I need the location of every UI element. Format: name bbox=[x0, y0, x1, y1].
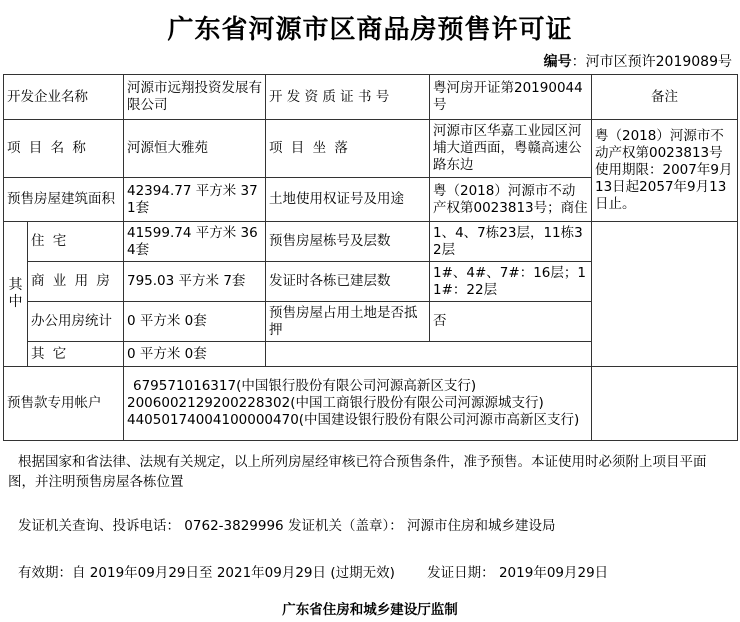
of-which-label: 其中 bbox=[4, 222, 28, 367]
qualification-value: 粤河房开证第20190044号 bbox=[430, 75, 592, 120]
buildings-floors-label: 预售房屋栋号及层数 bbox=[266, 222, 430, 262]
blank-cell bbox=[266, 342, 592, 367]
issue-date-label: 发证日期： bbox=[427, 565, 495, 581]
developer-label: 开发企业名称 bbox=[4, 75, 124, 120]
account-3: 44050174004100000470(中国建设银行股份有限公司河源市高新区支行) bbox=[127, 412, 580, 428]
phone-label: 发证机关查询、投诉电话： bbox=[18, 518, 180, 534]
validity-end: 2021年09月29日 bbox=[216, 565, 327, 581]
built-floors-label: 发证时各栋已建层数 bbox=[266, 262, 430, 302]
issuer-name: 河源市住房和城乡建设局 bbox=[407, 518, 556, 534]
presale-area-label: 预售房屋建筑面积 bbox=[4, 178, 124, 222]
mortgage-label: 预售房屋占用土地是否抵押 bbox=[266, 302, 430, 342]
project-location-label: 项 目 坐 落 bbox=[266, 120, 430, 178]
residential-value: 41599.74 平方米 364套 bbox=[124, 222, 266, 262]
remarks-label: 备注 bbox=[592, 75, 738, 120]
account-label: 预售款专用帐户 bbox=[4, 367, 124, 441]
account-blank bbox=[592, 367, 738, 441]
certificate-number: 编号：河市区预许2019089号 bbox=[543, 54, 732, 70]
account-1: 679571016317(中国银行股份有限公司河源高新区支行) bbox=[133, 378, 477, 394]
buildings-floors-value: 1、4、7栋23层，11栋32层 bbox=[430, 222, 592, 262]
table-row bbox=[4, 120, 738, 178]
footer-supervisor: 广东省住房和城乡建设厅监制 bbox=[282, 602, 458, 618]
other-value: 0 平方米 0套 bbox=[124, 342, 266, 367]
remarks-blank bbox=[592, 222, 738, 367]
office-label: 办公用房统计 bbox=[28, 302, 124, 342]
residential-label: 住 宅 bbox=[28, 222, 124, 262]
developer-value: 河源市远翔投资发展有限公司 bbox=[124, 75, 266, 120]
remarks-value: 粤（2018）河源市不动产权第0023813号使用期限：2007年9月13日起2057年9月13日止。 bbox=[592, 120, 738, 222]
certificate-number-value: 河市区预许2019089号 bbox=[585, 54, 732, 70]
commercial-label: 商 业 用 房 bbox=[28, 262, 124, 302]
page-title: 广东省河源市区商品房预售许可证 bbox=[167, 15, 573, 45]
validity-label: 有效期：自 bbox=[18, 565, 86, 581]
commercial-value: 795.03 平方米 7套 bbox=[124, 262, 266, 302]
project-name-label: 项 目 名 称 bbox=[4, 120, 124, 178]
notice-text: 根据国家和省法律、法规有关规定，以上所列房屋经审核已符合预售条件，准予预售。本证使用时必须附上项目平面图，并注明预售房屋各栋位置 bbox=[8, 454, 707, 490]
account-2: 2006002129200228302(中国工商银行股份有限公司河源源城支行) bbox=[127, 395, 544, 411]
land-use-label: 土地使用权证号及用途 bbox=[266, 178, 430, 222]
project-location-value: 河源市区华嘉工业园区河埔大道西面，粤赣高速公路东边 bbox=[430, 120, 592, 178]
issuer-label: 发证机关（盖章）： bbox=[287, 518, 403, 534]
certificate-number-label: 编号 bbox=[543, 54, 572, 70]
table-row bbox=[4, 367, 738, 441]
project-name-value: 河源恒大雅苑 bbox=[124, 120, 266, 178]
validity-start: 2019年09月29日 bbox=[89, 565, 200, 581]
issue-date-value: 2019年09月29日 bbox=[498, 565, 609, 581]
mortgage-value: 否 bbox=[430, 302, 592, 342]
validity-line bbox=[8, 563, 740, 583]
built-floors-value: 1#、4#、7#：16层；11#：22层 bbox=[430, 262, 592, 302]
presale-area-value: 42394.77 平方米 371套 bbox=[124, 178, 266, 222]
phone-number: 0762-3829996 bbox=[184, 518, 284, 534]
license-table bbox=[3, 74, 738, 441]
other-label: 其 它 bbox=[28, 342, 124, 367]
validity-to: 至 bbox=[199, 565, 213, 581]
qualification-label: 开 发 资 质 证 书 号 bbox=[266, 75, 430, 120]
contact-line bbox=[8, 516, 740, 536]
table-row bbox=[4, 222, 738, 262]
validity-note: (过期无效) bbox=[330, 565, 395, 581]
table-row bbox=[4, 75, 738, 120]
land-use-value: 粤（2018）河源市不动产权第0023813号；商住 bbox=[430, 178, 592, 222]
account-values bbox=[124, 367, 592, 441]
office-value: 0 平方米 0套 bbox=[124, 302, 266, 342]
